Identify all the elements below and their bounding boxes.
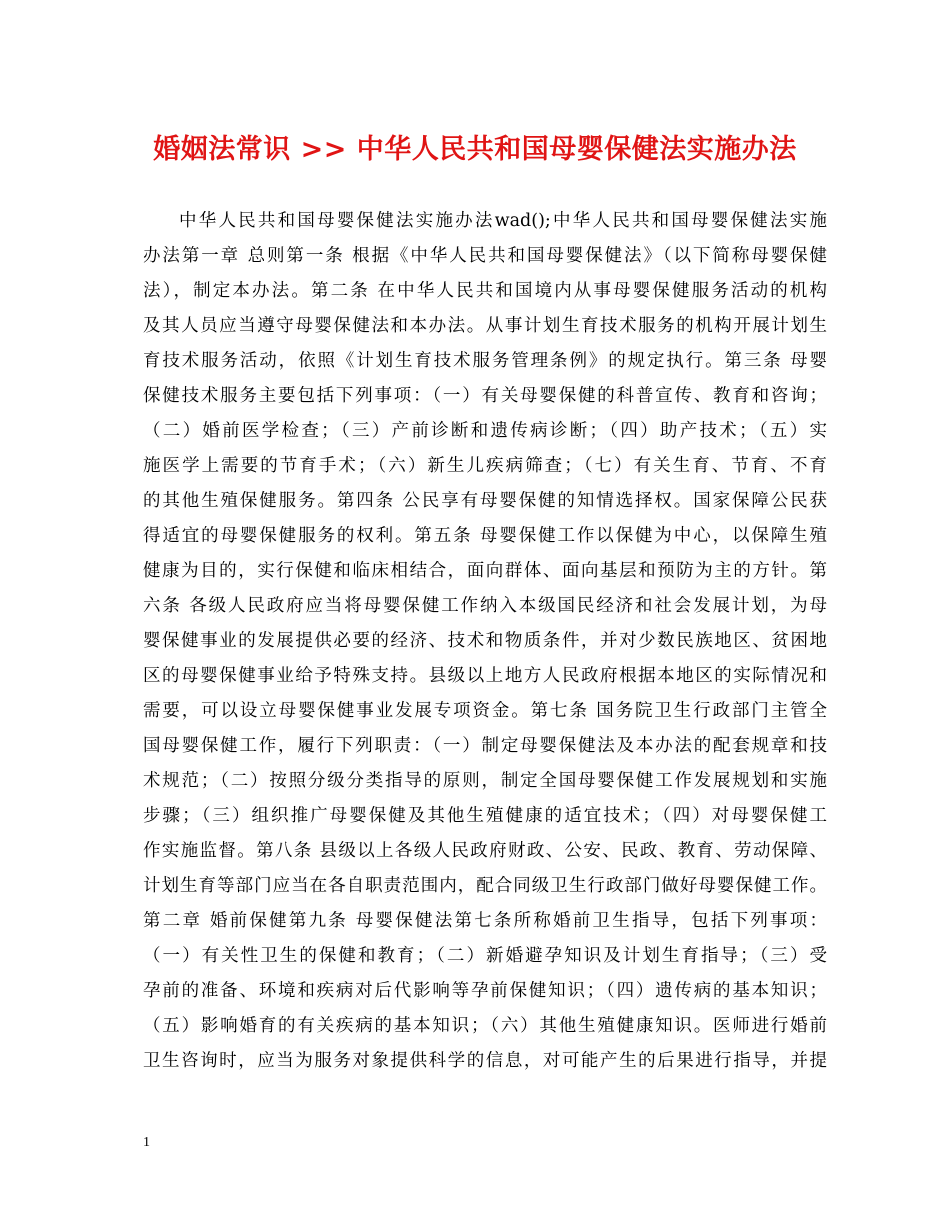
- body-line: 区的母婴保健事业给予特殊支持。县级以上地方人民政府根据本地区的实际情况和: [143, 666, 827, 686]
- body-line: 卫生咨询时，应当为服务对象提供科学的信息，对可能产生的后果进行指导，并提: [143, 1051, 827, 1071]
- page-number: 1: [143, 1135, 150, 1150]
- body-line: （二）婚前医学检查；（三）产前诊断和遗传病诊断；（四）助产技术；（五）实: [143, 421, 827, 441]
- body-line: 第二章 婚前保健第九条 母婴保健法第七条所称婚前卫生指导，包括下列事项：: [143, 911, 827, 931]
- body-line: 保健技术服务主要包括下列事项：（一）有关母婴保健的科普宣传、教育和咨询；: [143, 386, 827, 406]
- body-line: 国母婴保健工作，履行下列职责：（一）制定母婴保健法及本办法的配套规章和技: [143, 736, 827, 756]
- body-line: 作实施监督。第八条 县级以上各级人民政府财政、公安、民政、教育、劳动保障、: [143, 841, 827, 861]
- body-line: 六条 各级人民政府应当将母婴保健工作纳入本级国民经济和社会发展计划，为母: [143, 596, 827, 616]
- body-line: 施医学上需要的节育手术；（六）新生儿疾病筛查；（七）有关生育、节育、不育: [143, 456, 827, 476]
- body-line: 需要，可以设立母婴保健事业发展专项资金。第七条 国务院卫生行政部门主管全: [143, 701, 827, 721]
- body-line: （五）影响婚育的有关疾病的基本知识；（六）其他生殖健康知识。医师进行婚前: [143, 1016, 827, 1036]
- body-line: 步骤；（三）组织推广母婴保健及其他生殖健康的适宜技术；（四）对母婴保健工: [143, 806, 827, 826]
- body-line: 中华人民共和国母婴保健法实施办法wad();中华人民共和国母婴保健法实施: [179, 211, 827, 231]
- body-line: 办法第一章 总则第一条 根据《中华人民共和国母婴保健法》（以下简称母婴保健: [143, 246, 827, 266]
- body-line: 法），制定本办法。第二条 在中华人民共和国境内从事母婴保健服务活动的机构: [143, 281, 827, 301]
- body-line: （一）有关性卫生的保健和教育；（二）新婚避孕知识及计划生育指导；（三）受: [143, 946, 827, 966]
- body-line: 术规范；（二）按照分级分类指导的原则，制定全国母婴保健工作发展规划和实施: [143, 771, 827, 791]
- body-line: 育技术服务活动，依照《计划生育技术服务管理条例》的规定执行。第三条 母婴: [143, 351, 827, 371]
- document-title: 婚姻法常识 >> 中华人民共和国母婴保健法实施办法: [153, 134, 797, 165]
- body-line: 孕前的准备、环境和疾病对后代影响等孕前保健知识；（四）遗传病的基本知识；: [143, 981, 827, 1001]
- body-line: 婴保健事业的发展提供必要的经济、技术和物质条件，并对少数民族地区、贫困地: [143, 631, 827, 651]
- body-line: 及其人员应当遵守母婴保健法和本办法。从事计划生育技术服务的机构开展计划生: [143, 316, 827, 336]
- document-body: [143, 204, 827, 1079]
- body-line: 健康为目的，实行保健和临床相结合，面向群体、面向基层和预防为主的方针。第: [143, 561, 827, 581]
- body-line: 的其他生殖保健服务。第四条 公民享有母婴保健的知情选择权。国家保障公民获: [143, 491, 827, 511]
- body-line: 得适宜的母婴保健服务的权利。第五条 母婴保健工作以保健为中心，以保障生殖: [143, 526, 827, 546]
- body-line: 计划生育等部门应当在各自职责范围内，配合同级卫生行政部门做好母婴保健工作。: [143, 876, 827, 896]
